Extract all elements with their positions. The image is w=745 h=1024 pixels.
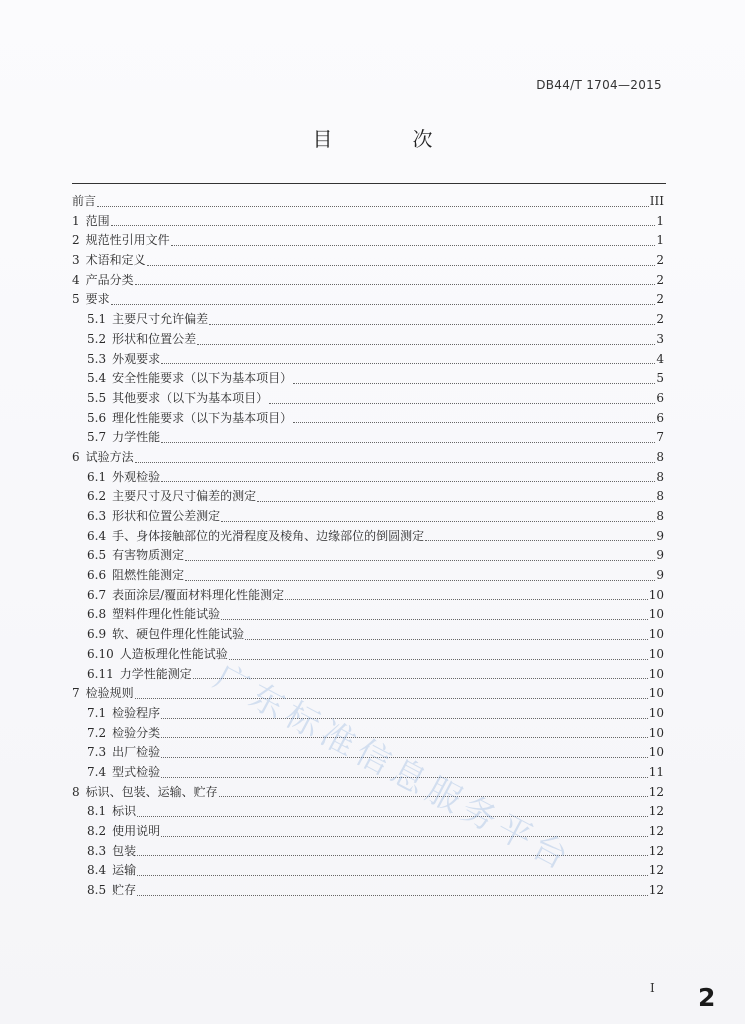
- toc-entry-page: 12: [648, 824, 664, 838]
- toc-leader-dots: [221, 618, 648, 620]
- toc-entry-page: 12: [648, 863, 664, 878]
- toc-entry[interactable]: [72, 389, 664, 409]
- toc-entry-label: 力学性能测定: [119, 666, 192, 681]
- toc-entry-number: 8.3: [87, 843, 107, 858]
- toc-entry[interactable]: [72, 369, 664, 389]
- toc-entry-number: 6.5: [87, 548, 107, 563]
- toc-entry[interactable]: [72, 704, 664, 724]
- toc-entry-label: 检验规则: [85, 686, 134, 701]
- toc-entry-page: 12: [648, 883, 664, 898]
- toc-entry-number: 8.1: [87, 804, 107, 819]
- toc-leader-dots: [161, 835, 648, 837]
- toc-leader-dots: [293, 421, 655, 423]
- toc-entry-label: 外观检验: [112, 469, 161, 484]
- toc-entry[interactable]: [72, 802, 664, 822]
- toc-entry[interactable]: [72, 586, 664, 606]
- toc-entry-number: 2: [72, 233, 80, 248]
- toc-entry-number: 5.3: [87, 351, 107, 366]
- toc-entry-number: 6.10: [87, 646, 114, 661]
- toc-entry-number: 8.4: [87, 863, 107, 878]
- toc-leader-dots: [161, 362, 655, 364]
- toc-entry-page: 10: [648, 587, 664, 602]
- toc-entry[interactable]: [72, 409, 664, 429]
- toc-entry[interactable]: [72, 605, 664, 625]
- toc-leader-dots: [161, 756, 648, 758]
- toc-leader-dots: [221, 520, 655, 522]
- toc-entry-number: 6.9: [87, 627, 107, 642]
- toc-leader-dots: [425, 539, 655, 541]
- toc-entry-label: 形状和位置公差: [112, 331, 197, 346]
- folio-number: I: [650, 981, 655, 995]
- scan-page-number: 2: [698, 983, 716, 1012]
- toc-entry-number: 6.11: [87, 666, 114, 681]
- toc-leader-dots: [135, 283, 656, 285]
- toc-entry[interactable]: [72, 330, 664, 350]
- toc-entry-label: 阻燃性能测定: [112, 568, 185, 583]
- table-of-contents: [72, 192, 664, 901]
- toc-entry[interactable]: [72, 290, 664, 310]
- toc-entry-page: 9: [656, 568, 664, 583]
- toc-entry-number: 5: [72, 292, 80, 307]
- toc-entry-label: 检验分类: [112, 725, 161, 740]
- toc-entry[interactable]: [72, 842, 664, 862]
- toc-entry-label: 前言: [72, 194, 97, 208]
- toc-entry-label: 术语和定义: [85, 253, 146, 268]
- toc-entry[interactable]: [72, 665, 664, 685]
- toc-leader-dots: [111, 224, 656, 226]
- toc-leader-dots: [161, 717, 648, 719]
- toc-entry[interactable]: [72, 507, 664, 527]
- toc-entry-page: 12: [648, 804, 664, 819]
- toc-entry[interactable]: [72, 468, 664, 488]
- toc-leader-dots: [137, 894, 648, 896]
- toc-entry[interactable]: [72, 271, 664, 291]
- toc-entry-number: 6.2: [87, 489, 107, 504]
- toc-entry-number: 7.2: [87, 725, 107, 740]
- toc-entry-number: 6.1: [87, 469, 107, 484]
- toc-entry-page: 2: [656, 292, 664, 307]
- toc-entry[interactable]: [72, 350, 664, 370]
- title-rule: [72, 183, 666, 184]
- toc-entry[interactable]: [72, 448, 664, 468]
- toc-entry-label: 人造板理化性能试验: [119, 646, 228, 661]
- toc-leader-dots: [161, 441, 655, 443]
- toc-entry-label: 安全性能要求（以下为基本项目）: [112, 371, 293, 386]
- toc-entry-page: 3: [656, 331, 664, 346]
- toc-entry-number: 5.6: [87, 410, 107, 425]
- toc-leader-dots: [161, 776, 648, 778]
- toc-entry-page: 8: [656, 509, 664, 523]
- toc-entry-number: 5.7: [87, 430, 107, 445]
- toc-entry-page: 1: [656, 233, 664, 248]
- toc-entry[interactable]: [72, 724, 664, 744]
- toc-leader-dots: [193, 677, 648, 679]
- toc-entry-label: 试验方法: [85, 449, 134, 464]
- toc-leader-dots: [219, 795, 648, 797]
- toc-leader-dots: [161, 736, 648, 738]
- toc-entry[interactable]: [72, 192, 664, 212]
- toc-leader-dots: [135, 697, 648, 699]
- toc-entry-page: 8: [656, 489, 664, 504]
- toc-entry-label: 其他要求（以下为基本项目）: [112, 390, 269, 405]
- toc-entry-label: 出厂检验: [112, 745, 161, 760]
- toc-entry-number: 4: [72, 272, 80, 287]
- toc-leader-dots: [135, 461, 656, 463]
- toc-entry-number: 6.6: [87, 568, 107, 583]
- toc-entry-number: 6: [72, 449, 80, 464]
- toc-entry-page: 9: [656, 548, 664, 563]
- toc-entry-number: 7: [72, 686, 80, 701]
- toc-entry-number: 5.5: [87, 390, 107, 405]
- toc-leader-dots: [147, 264, 656, 266]
- toc-entry[interactable]: [72, 428, 664, 448]
- toc-entry-number: 6.8: [87, 607, 107, 622]
- toc-entry[interactable]: [72, 231, 664, 251]
- toc-leader-dots: [229, 658, 648, 660]
- toc-entry-page: 10: [648, 607, 664, 622]
- toc-entry-page: 10: [648, 666, 664, 681]
- toc-leader-dots: [185, 579, 655, 581]
- toc-leader-dots: [285, 598, 648, 600]
- toc-entry-page: III: [649, 194, 664, 208]
- toc-leader-dots: [293, 382, 655, 384]
- toc-entry-label: 有害物质测定: [112, 548, 185, 563]
- toc-entry-number: 6.4: [87, 528, 107, 543]
- toc-entry-number: 6.3: [87, 509, 107, 523]
- toc-entry[interactable]: [72, 310, 664, 330]
- toc-entry-page: 9: [656, 528, 664, 543]
- toc-entry-page: 10: [648, 686, 664, 701]
- toc-leader-dots: [137, 815, 648, 817]
- toc-entry-label: 手、身体接触部位的光滑程度及棱角、边缘部位的倒圆测定: [112, 528, 425, 543]
- toc-entry-label: 外观要求: [112, 351, 161, 366]
- toc-entry-label: 塑料件理化性能试验: [112, 607, 221, 622]
- toc-entry-number: 7.3: [87, 745, 107, 760]
- toc-entry-label: 力学性能: [112, 430, 161, 445]
- toc-entry[interactable]: [72, 881, 664, 901]
- toc-leader-dots: [111, 303, 656, 305]
- toc-entry-page: 2: [656, 272, 664, 287]
- toc-leader-dots: [137, 874, 648, 876]
- toc-entry-page: 5: [656, 371, 664, 386]
- toc-entry-page: 11: [648, 764, 664, 779]
- toc-entry-number: 5.2: [87, 331, 107, 346]
- toc-entry-label: 形状和位置公差测定: [112, 509, 221, 523]
- toc-entry[interactable]: [72, 822, 664, 842]
- toc-entry-page: 7: [656, 430, 664, 445]
- toc-entry-number: 5.4: [87, 371, 107, 386]
- toc-entry[interactable]: [72, 212, 664, 232]
- toc-leader-dots: [137, 854, 648, 856]
- toc-entry-number: 7.4: [87, 764, 107, 779]
- toc-entry-label: 理化性能要求（以下为基本项目）: [112, 410, 293, 425]
- toc-entry-page: 10: [648, 627, 664, 642]
- toc-entry-page: 12: [648, 843, 664, 858]
- watermark-text: 广东标准信息服务平台: [207, 657, 580, 881]
- toc-leader-dots: [197, 343, 655, 345]
- toc-leader-dots: [209, 323, 655, 325]
- toc-leader-dots: [269, 402, 655, 404]
- toc-entry-page: 10: [648, 725, 664, 740]
- toc-entry-page: 10: [648, 745, 664, 760]
- toc-leader-dots: [245, 638, 648, 640]
- toc-entry-page: 2: [656, 253, 664, 268]
- toc-entry-label: 使用说明: [112, 824, 161, 838]
- toc-entry-label: 规范性引用文件: [85, 233, 170, 248]
- toc-entry-number: 8.2: [87, 824, 107, 838]
- toc-entry-label: 标识、包装、运输、贮存: [85, 784, 218, 799]
- toc-entry-page: 8: [656, 449, 664, 464]
- toc-entry-page: 6: [656, 410, 664, 425]
- toc-leader-dots: [185, 559, 655, 561]
- toc-entry-page: 4: [656, 351, 664, 366]
- toc-entry-label: 贮存: [112, 883, 137, 898]
- toc-entry-label: 范围: [85, 213, 110, 228]
- toc-entry-number: 6.7: [87, 587, 107, 602]
- toc-entry-label: 主要尺寸及尺寸偏差的测定: [112, 489, 257, 504]
- toc-entry-number: 8: [72, 784, 80, 799]
- toc-entry[interactable]: [72, 763, 664, 783]
- toc-entry-label: 标识: [112, 804, 137, 819]
- toc-entry-page: 12: [648, 784, 664, 799]
- toc-entry-label: 运输: [112, 863, 137, 878]
- toc-leader-dots: [97, 205, 649, 207]
- toc-entry[interactable]: [72, 566, 664, 586]
- toc-entry[interactable]: [72, 546, 664, 566]
- toc-entry[interactable]: [72, 487, 664, 507]
- toc-entry[interactable]: [72, 251, 664, 271]
- toc-entry-page: 8: [656, 469, 664, 484]
- toc-entry-label: 包装: [112, 843, 137, 858]
- toc-entry[interactable]: [72, 783, 664, 803]
- toc-entry-page: 6: [656, 390, 664, 405]
- toc-entry-label: 检验程序: [112, 705, 161, 720]
- toc-entry-number: 7.1: [87, 705, 107, 720]
- document-code: DB44/T 1704—2015: [536, 78, 662, 92]
- toc-entry[interactable]: [72, 645, 664, 665]
- toc-entry[interactable]: [72, 527, 664, 547]
- toc-entry[interactable]: [72, 743, 664, 763]
- toc-entry-label: 表面涂层/覆面材料理化性能测定: [112, 587, 285, 602]
- toc-entry-label: 主要尺寸允许偏差: [112, 312, 209, 327]
- toc-entry-label: 软、硬包件理化性能试验: [112, 627, 245, 642]
- toc-entry-number: 5.1: [87, 312, 107, 327]
- toc-entry-label: 型式检验: [112, 764, 161, 779]
- toc-entry[interactable]: [72, 861, 664, 881]
- toc-entry[interactable]: [72, 625, 664, 645]
- toc-leader-dots: [257, 500, 655, 502]
- toc-entry-page: 1: [656, 213, 664, 228]
- toc-entry-page: 10: [648, 646, 664, 661]
- toc-entry-number: 8.5: [87, 883, 107, 898]
- toc-entry-number: 3: [72, 253, 80, 268]
- page-title: 目 次: [312, 127, 463, 151]
- toc-entry-number: 1: [72, 213, 80, 228]
- toc-entry-page: 10: [648, 705, 664, 720]
- toc-leader-dots: [171, 244, 656, 246]
- toc-entry[interactable]: [72, 684, 664, 704]
- toc-leader-dots: [161, 480, 655, 482]
- toc-entry-page: 2: [656, 312, 664, 327]
- toc-entry-label: 要求: [85, 292, 110, 307]
- toc-entry-label: 产品分类: [85, 272, 134, 287]
